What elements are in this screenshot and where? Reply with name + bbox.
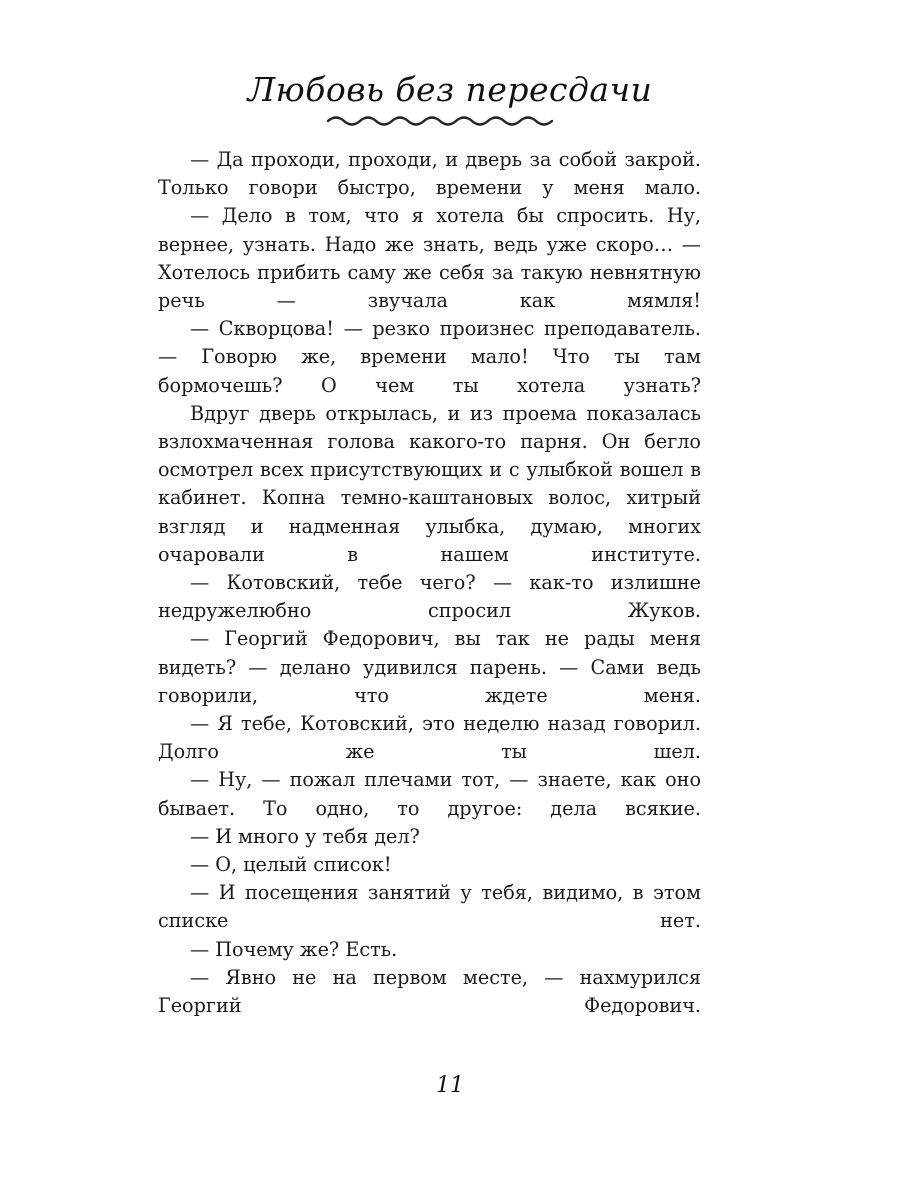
paragraph-10: — О, целый список! <box>190 853 392 877</box>
paragraph-4: Вдруг дверь открылась, и из проема показалась взлохмаченная голова какого-то парня. Он бегло осмотрел всех присутствующих и с улыбкой вошел в кабинет. Копна темно-каштановых волос, хитрый взгляд и надменная улыбка, думаю, многих очаровали в нашем институте. <box>158 401 701 566</box>
paragraph-12: — Почему же? Есть. <box>190 937 398 961</box>
paragraph-8: — Ну, — пожал плечами тот, — знаете, как оно бывает. То одно, то другое: дела всякие. <box>158 768 701 820</box>
paragraph-5: — Котовский, тебе чего? — как-то излишне недружелюбно спросил Жуков. <box>158 571 701 623</box>
paragraph-3: — Скворцова! — резко произнес преподаватель. — Говорю же, времени мало! Что ты там бормочешь? О чем ты хотела узнать? <box>158 317 701 397</box>
paragraph-13: — Явно не на первом месте, — нахмурился Георгий Федорович. <box>158 965 701 1018</box>
paragraph-7: — Я тебе, Котовский, это неделю назад говорил. Долго же ты шел. <box>158 712 701 764</box>
paragraph-1: — Да проходи, проходи, и дверь за собой закрой. Только говори быстро, времени у меня мало. <box>158 148 701 200</box>
paragraph-9: — И много у тебя дел? <box>190 824 420 848</box>
running-title: Любовь без пересдачи <box>247 70 653 109</box>
paragraph-11: — И посещения занятий у тебя, видимо, в этом списке нет. <box>158 881 701 933</box>
running-header <box>0 70 900 110</box>
paragraph-2: — Дело в том, что я хотела бы спросить. Ну, вернее, узнать. Надо же знать, ведь уже скоро… — Хотелось прибить саму же себя за такую невнятную речь — звучала как мямля! <box>158 204 701 313</box>
wavy-line-ornament-icon <box>326 112 558 130</box>
page-number: 11 <box>436 1073 464 1098</box>
paragraph-6: — Георгий Федорович, вы так не рады меня видеть? — делано удивился парень. — Сами ведь говорили, что ждете меня. <box>158 627 701 707</box>
body-text <box>158 146 701 1020</box>
